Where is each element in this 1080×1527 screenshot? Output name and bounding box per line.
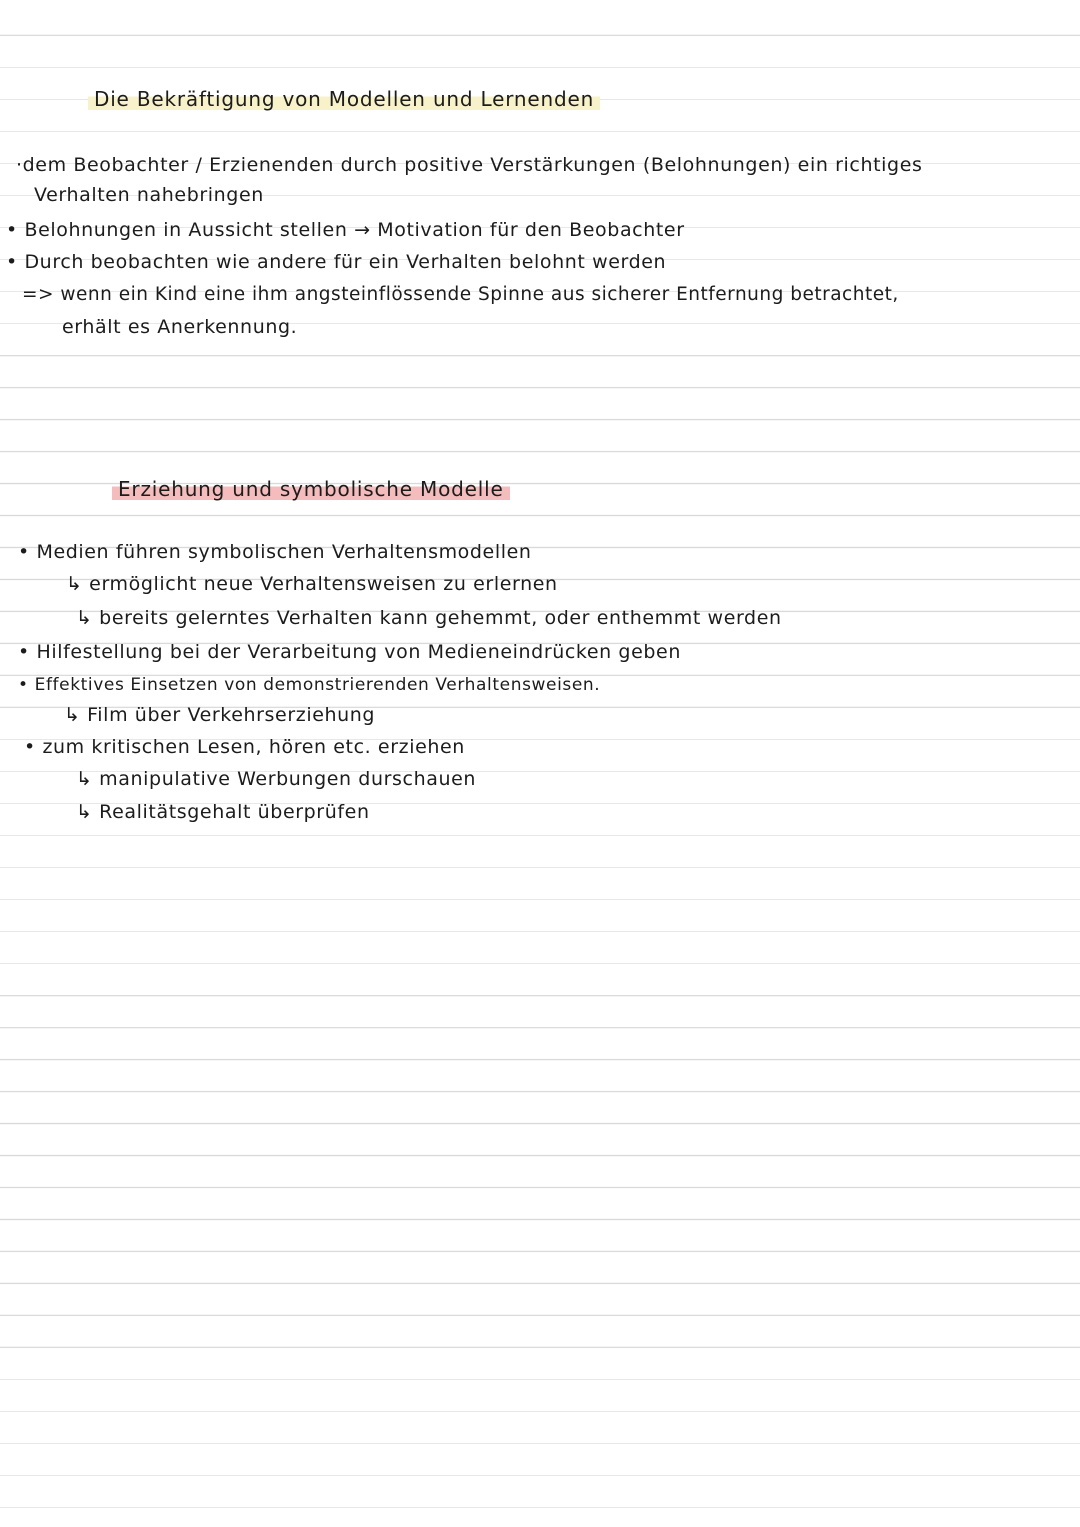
section-2-line-7: • zum kritischen Lesen, hören etc. erziehen (24, 736, 465, 758)
section-1-line-1: ·dem Beobachter / Erzienenden durch positive Verstärkungen (Belohnungen) ein richtiges (16, 154, 923, 176)
section-2-title: Erziehung und symbolische Modelle (112, 476, 510, 502)
section-1-line-4: • Durch beobachten wie andere für ein Verhalten belohnt werden (6, 251, 667, 273)
section-1-line-5: => wenn ein Kind eine ihm angsteinflössende Spinne aus sicherer Entfernung betrachtet, (22, 284, 899, 305)
section-2-line-1: • Medien führen symbolischen Verhaltensmodellen (18, 541, 532, 563)
section-2-line-2: ↳ ermöglicht neue Verhaltensweisen zu erlernen (66, 573, 558, 595)
section-1-line-6: erhält es Anerkennung. (62, 316, 298, 338)
section-2-line-3: ↳ bereits gelerntes Verhalten kann gehemmt, oder enthemmt werden (76, 607, 782, 629)
section-1-line-2: Verhalten nahebringen (34, 184, 264, 206)
section-1-line-3: • Belohnungen in Aussicht stellen → Motivation für den Beobachter (6, 219, 685, 241)
section-1-title: Die Bekräftigung von Modellen und Lernenden (88, 86, 600, 112)
section-2-line-6: ↳ Film über Verkehrserziehung (64, 704, 376, 726)
section-2-line-5: • Effektives Einsetzen von demonstrierenden Verhaltensweisen. (18, 675, 601, 695)
section-2-line-4: • Hilfestellung bei der Verarbeitung von Medieneindrücken geben (18, 641, 681, 663)
section-2-line-9: ↳ Realitätsgehalt überprüfen (76, 801, 370, 823)
section-2-line-8: ↳ manipulative Werbungen durschauen (76, 768, 477, 790)
